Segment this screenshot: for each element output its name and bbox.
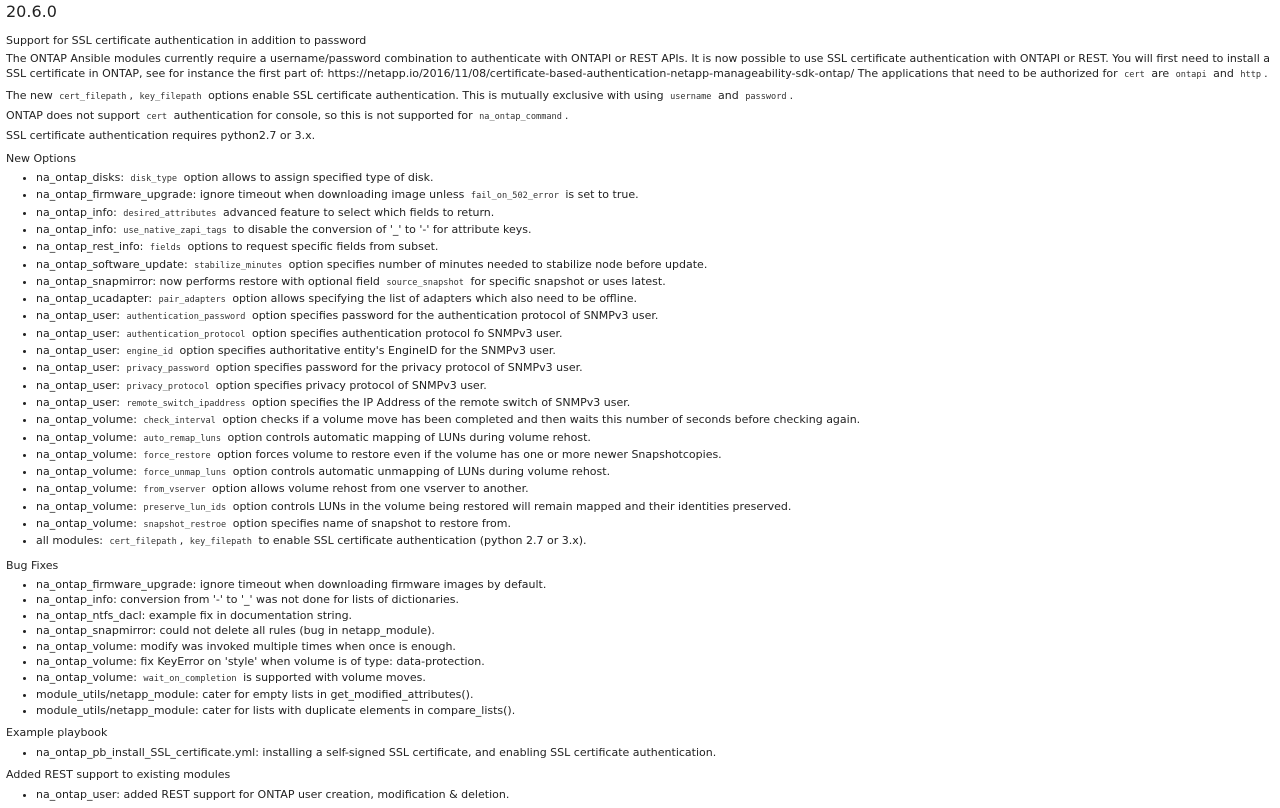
new-options-section	[6, 152, 1274, 551]
list-item: • na_ontap_user: authentication_password option specifies password for the authentication protocol of SNMPv3 user.	[36, 308, 1274, 325]
list-item: • na_ontap_snapmirror: could not delete all rules (bug in netapp_module).	[36, 623, 1274, 639]
code-cert: cert	[1124, 69, 1145, 80]
code-password: password	[745, 91, 787, 102]
list-item: • na_ontap_rest_info: fields options to request specific fields from subset.	[36, 239, 1274, 256]
list-item: • na_ontap_user: privacy_protocol option specifies privacy protocol of SNMPv3 user.	[36, 378, 1274, 395]
code-username: username	[670, 91, 712, 102]
code-key-filepath: key_filepath	[139, 91, 202, 102]
code-na-ontap-command: na_ontap_command	[479, 112, 562, 123]
ssl-paragraph-4: SSL certificate authentication requires python2.7 or 3.x.	[6, 129, 316, 143]
rest-support-list	[6, 787, 1274, 803]
list-item: • na_ontap_info: desired_attributes advanced feature to select which fields to return.	[36, 205, 1274, 222]
list-item: • na_ontap_volume: force_restore option forces volume to restore even if the volume has one or more newer Snapshotcopies.	[36, 447, 1274, 464]
list-item: • na_ontap_pb_install_SSL_certificate.yml: installing a self-signed SSL certificate, and enabling SSL certificate authentication.	[36, 745, 1274, 761]
list-item: • na_ontap_user: privacy_password option specifies password for the privacy protocol of SNMPv3 user.	[36, 360, 1274, 377]
list-item: • na_ontap_user: authentication_protocol option specifies authentication protocol fo SNMPv3 user.	[36, 326, 1274, 343]
example-playbook-heading: Example playbook	[6, 726, 108, 740]
list-item: • na_ontap_volume: wait_on_completion is supported with volume moves.	[36, 670, 1274, 688]
list-item: • na_ontap_volume: auto_remap_luns option controls automatic mapping of LUNs during volume rehost.	[36, 430, 1274, 447]
list-item: • na_ontap_firmware_upgrade: ignore timeout when downloading firmware images by default.	[36, 577, 1274, 593]
new-options-list	[6, 170, 1274, 551]
rest-support-section	[6, 768, 1274, 802]
list-item: • na_ontap_user: engine_id option specifies authoritative entity's EngineID for the SNMPv3 user.	[36, 343, 1274, 360]
list-item: • na_ontap_ntfs_dacl: example fix in documentation string.	[36, 608, 1274, 624]
list-item: • na_ontap_volume: from_vserver option allows volume rehost from one vserver to another.	[36, 481, 1274, 498]
rest-support-heading: Added REST support to existing modules	[6, 768, 231, 782]
list-item: • na_ontap_volume: modify was invoked multiple times when once is enough.	[36, 639, 1274, 655]
example-playbook-list	[6, 745, 1274, 761]
version-heading: 20.6.0	[6, 2, 57, 21]
example-playbook-section	[6, 726, 1274, 760]
bug-fixes-section	[6, 559, 1274, 719]
ssl-paragraph-3: ONTAP does not support cert authentication for console, so this is not supported for na_ontap_command .	[6, 109, 569, 123]
list-item: • all modules: cert_filepath , key_filepath to enable SSL certificate authentication (python 2.7 or 3.x).	[36, 533, 1274, 550]
list-item: • na_ontap_ucadapter: pair_adapters option allows specifying the list of adapters which also need to be offline.	[36, 291, 1274, 308]
list-item: • na_ontap_info: use_native_zapi_tags to disable the conversion of '_' to '-' for attribute keys.	[36, 222, 1274, 239]
bug-fixes-heading: Bug Fixes	[6, 558, 59, 572]
code-http: http	[1240, 69, 1262, 80]
code-cert: cert	[146, 112, 168, 123]
list-item: • na_ontap_volume: check_interval option checks if a volume move has been completed and then waits this number of seconds before checking again.	[36, 412, 1274, 429]
list-item: • module_utils/netapp_module: cater for empty lists in get_modified_attributes().	[36, 687, 1274, 703]
list-item: • na_ontap_info: conversion from '-' to '_' was not done for lists of dictionaries.	[36, 592, 1274, 608]
new-options-heading: New Options	[6, 151, 76, 165]
list-item: • na_ontap_disks: disk_type option allows to assign specified type of disk.	[36, 170, 1274, 187]
list-item: • na_ontap_volume: force_unmap_luns option controls automatic unmapping of LUNs during volume rehost.	[36, 464, 1274, 481]
code-ontapi: ontapi	[1175, 69, 1207, 80]
ssl-section-heading: Support for SSL certificate authentication in addition to password	[6, 34, 367, 47]
list-item: • na_ontap_software_update: stabilize_minutes option specifies number of minutes needed to stabilize node before update.	[36, 257, 1274, 274]
list-item: • na_ontap_snapmirror: now performs restore with optional field source_snapshot for specific snapshot or uses latest.	[36, 274, 1274, 291]
list-item: • na_ontap_volume: preserve_lun_ids option controls LUNs in the volume being restored will remain mapped and their identities preserved.	[36, 499, 1274, 516]
list-item: • module_utils/netapp_module: cater for lists with duplicate elements in compare_lists().	[36, 703, 1274, 719]
list-item: • na_ontap_firmware_upgrade: ignore timeout when downloading image unless fail_on_502_error is set to true.	[36, 187, 1274, 204]
bug-fixes-list	[6, 577, 1274, 719]
list-item: • na_ontap_user: remote_switch_ipaddress option specifies the IP Address of the remote switch of SNMPv3 user.	[36, 395, 1274, 412]
list-item: • na_ontap_volume: fix KeyError on 'style' when volume is of type: data-protection.	[36, 654, 1274, 670]
ssl-paragraph-2: The new cert_filepath , key_filepath options enable SSL certificate authentication. This is mutually exclusive with using username and password .	[6, 88, 794, 102]
list-item: • na_ontap_volume: snapshot_restroe option specifies name of snapshot to restore from.	[36, 516, 1274, 533]
ssl-paragraph-1: The ONTAP Ansible modules currently require a username/password combination to authenticate with ONTAPI or REST APIs. It is now possible to use SSL certificate authentication with ONTAPI or REST. You will first need to install a SSL certificate in ONTAP, see for instance the first part of: https://netapp.io/2016/11/08/certificate-based-authentication-netapp-manageability-sdk-ontap/ The applications that need to be authorized for cert are ontapi and http .	[6, 52, 1271, 80]
code-cert-filepath: cert_filepath	[59, 91, 127, 102]
list-item: • na_ontap_user: added REST support for ONTAP user creation, modification & deletion.	[36, 787, 1274, 803]
